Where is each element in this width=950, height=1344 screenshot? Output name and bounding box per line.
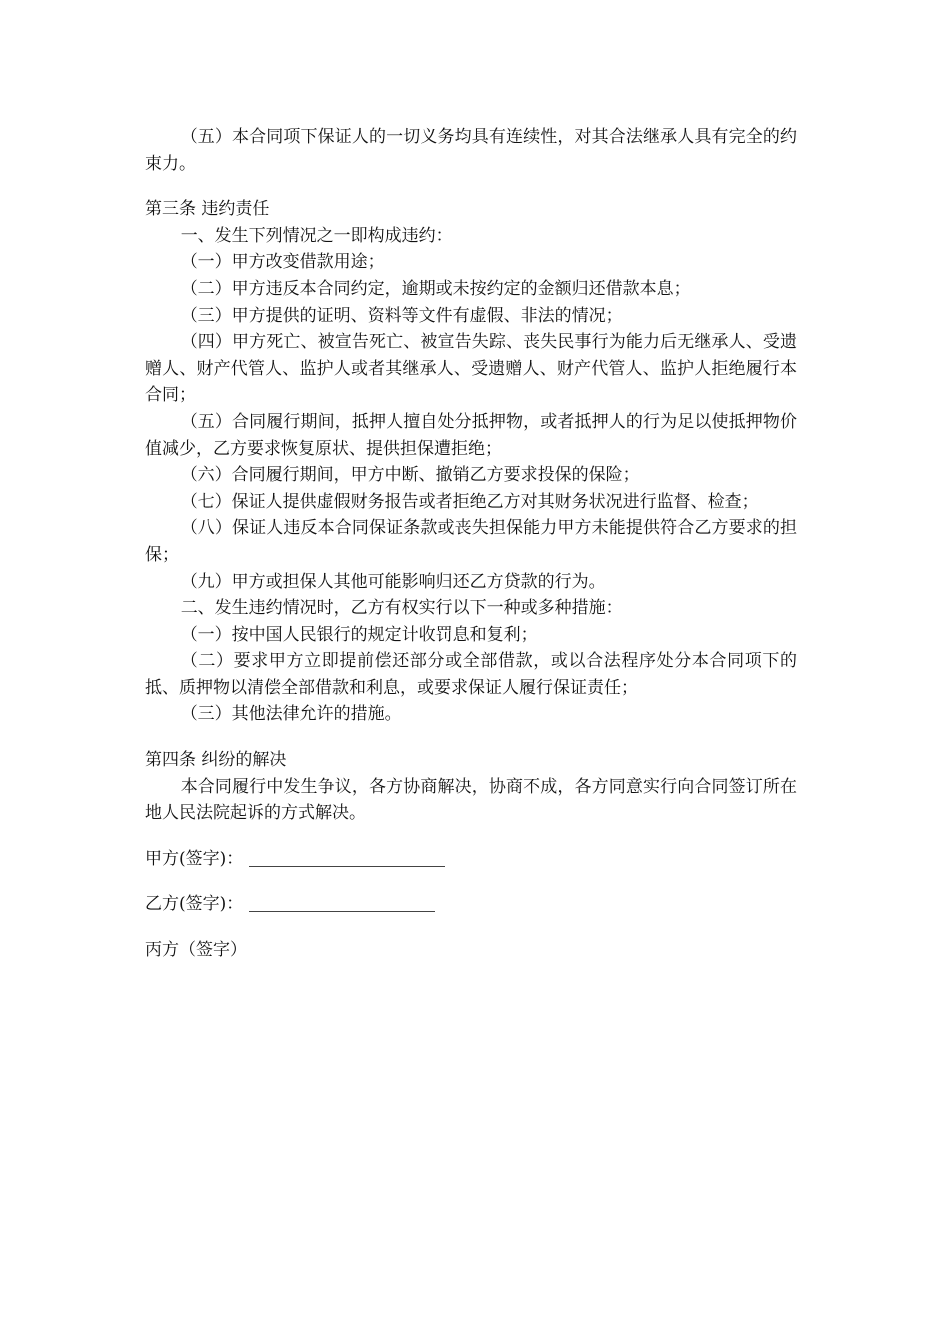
party-b-signature-label: 乙方(签字)： bbox=[145, 894, 244, 915]
article3-part1-item-5: （五）合同履行期间，抵押人擅自处分抵押物，或者抵押人的行为足以使抵押物价值减少，乙方要求恢复原状、提供担保遭拒绝； bbox=[145, 411, 797, 459]
article3-part1-item-3: （三）甲方提供的证明、资料等文件有虚假、非法的情况； bbox=[180, 305, 623, 326]
article3-part2-item-1: （一）按中国人民银行的规定计收罚息和复利； bbox=[180, 624, 538, 645]
article3-part2-intro: 二、发生违约情况时，乙方有权实行以下一种或多种措施： bbox=[180, 598, 623, 619]
article3-part1-item-8: （八）保证人违反本合同保证条款或丧失担保能力甲方未能提供符合乙方要求的担保； bbox=[145, 518, 797, 565]
article3-title: 第三条 违约责任 bbox=[145, 199, 270, 220]
spacer bbox=[145, 728, 797, 747]
section2-clause-5: （五）本合同项下保证人的一切义务均具有连续性，对其合法继承人具有完全的约束力。 bbox=[145, 127, 797, 174]
article4-title: 第四条 纠纷的解决 bbox=[145, 750, 287, 771]
article3-part2-item-3: （三）其他法律允许的措施。 bbox=[180, 704, 402, 725]
spacer bbox=[145, 827, 797, 846]
document-body bbox=[145, 124, 797, 964]
party-a-signature-row bbox=[145, 846, 797, 873]
article3-part1-intro: 一、发生下列情况之一即构成违约： bbox=[180, 225, 453, 246]
spacer bbox=[145, 177, 797, 196]
article3-part2-item-2: （二）要求甲方立即提前偿还部分或全部借款，或以合法程序处分本合同项下的抵、质押物以清偿全部借款和利息，或要求保证人履行保证责任； bbox=[145, 651, 797, 698]
party-c-signature-row bbox=[145, 937, 797, 964]
article3-part1-item-1: （一）甲方改变借款用途； bbox=[180, 252, 385, 273]
party-c-signature-label: 丙方（签字） bbox=[145, 940, 247, 961]
article4-body: 本合同履行中发生争议，各方协商解决，协商不成，各方同意实行向合同签订所在地人民法院起诉的方式解决。 bbox=[145, 776, 797, 824]
article3-part1-item-6: （六）合同履行期间，甲方中断、撤销乙方要求投保的保险； bbox=[180, 465, 640, 486]
spacer bbox=[145, 872, 797, 891]
article3-part1-item-4: （四）甲方死亡、被宣告死亡、被宣告失踪、丧失民事行为能力后无继承人、受遗赠人、财产代管人、监护人或者其继承人、受遗赠人、财产代管人、监护人拒绝履行本合同； bbox=[145, 332, 797, 406]
article3-part1-item-7: （七）保证人提供虚假财务报告或者拒绝乙方对其财务状况进行监督、检查； bbox=[180, 491, 759, 512]
article3-part1-item-2: （二）甲方违反本合同约定，逾期或未按约定的金额归还借款本息； bbox=[180, 278, 691, 299]
spacer bbox=[145, 918, 797, 937]
party-a-signature-label: 甲方(签字)： bbox=[145, 848, 244, 869]
article3-part1-item-9: （九）甲方或担保人其他可能影响归还乙方贷款的行为。 bbox=[180, 571, 606, 592]
party-a-signature-line[interactable] bbox=[249, 865, 445, 867]
party-b-signature-row bbox=[145, 891, 797, 918]
party-b-signature-line[interactable] bbox=[249, 910, 435, 912]
